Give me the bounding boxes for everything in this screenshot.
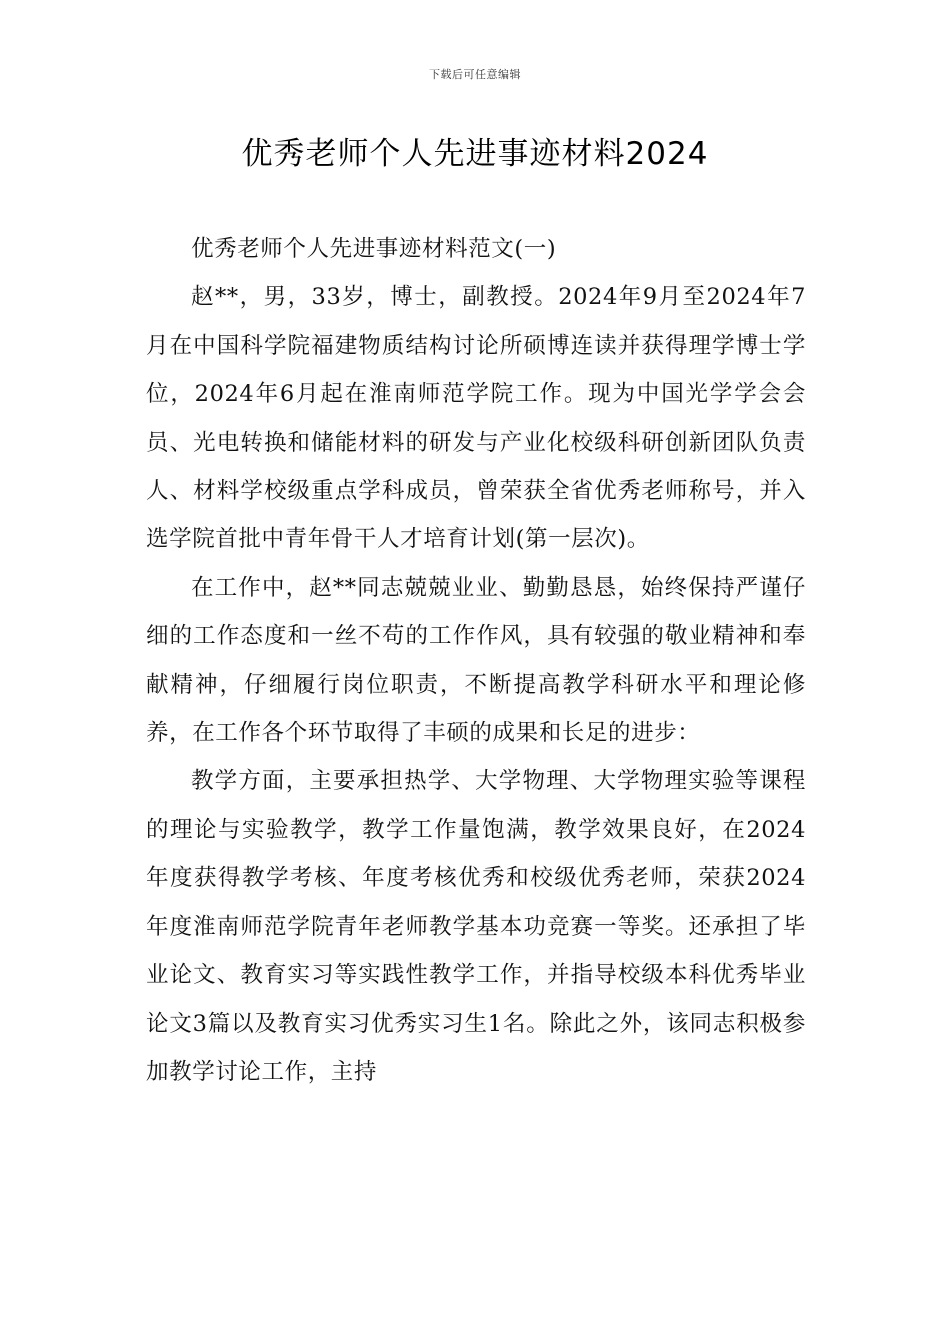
header-note: 下载后可任意编辑 — [429, 68, 521, 81]
paragraph: 赵**，男，33岁，博士，副教授。2024年9月至2024年7月在中国科学院福建物质结构讨论所硕博连读并获得理学博士学位，2024年6月起在淮南师范学院工作。现为中国光学学会会员、光电转换和储能材料的研发与产业化校级科研创新团队负责人、材料学校级重点学科成员，曾荣获全省优秀老师称号，并入选学院首批中青年骨干人才培育计划(第一层次)。 — [146, 284, 806, 553]
paragraph: 在工作中，赵**同志兢兢业业、勤勤恳恳，始终保持严谨仔细的工作态度和一丝不苟的工作作风，具有较强的敬业精神和奉献精神，仔细履行岗位职责，不断提高教学科研水平和理论修养，在工作各个环节取得了丰硕的成果和长足的进步： — [146, 574, 806, 747]
document-body — [146, 225, 806, 1096]
document-title: 优秀老师个人先进事迹材料2024 — [241, 136, 709, 172]
paragraph: 教学方面，主要承担热学、大学物理、大学物理实验等课程的理论与实验教学，教学工作量饱满，教学效果良好，在2024年度获得教学考核、年度考核优秀和校级优秀老师，荣获2024年度淮南师范学院青年老师教学基本功竞赛一等奖。还承担了毕业论文、教育实习等实践性教学工作，并指导校级本科优秀毕业论文3篇以及教育实习优秀实习生1名。除此之外，该同志积极参加教学讨论工作，主持 — [146, 768, 806, 1085]
section-heading: 优秀老师个人先进事迹材料范文(一) — [191, 236, 557, 262]
